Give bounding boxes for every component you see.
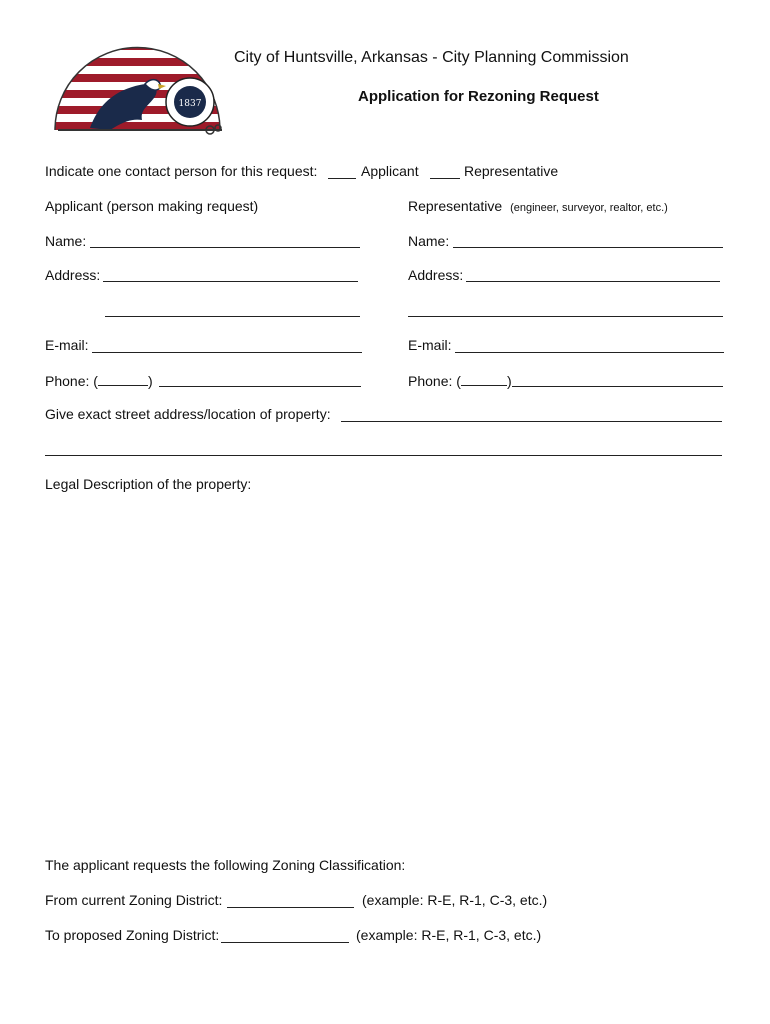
applicant-phone-close: ) — [147, 373, 153, 389]
zoning-from-label: From current Zoning District: — [45, 892, 223, 908]
legal-description-area[interactable] — [45, 500, 722, 840]
zoning-to-example: (example: R-E, R-1, C-3, etc.) — [356, 927, 542, 943]
property-address-field[interactable] — [341, 421, 722, 422]
property-address-field-2[interactable] — [45, 455, 722, 456]
property-address-label: Give exact street address/location of property: — [45, 406, 331, 422]
zoning-to-label: To proposed Zoning District: — [45, 927, 220, 943]
representative-check-blank[interactable] — [430, 178, 460, 179]
applicant-phone-label — [45, 371, 153, 389]
contact-option-applicant: Applicant — [361, 163, 419, 179]
zoning-from-field[interactable] — [227, 907, 354, 908]
applicant-email-label: E-mail: — [45, 337, 89, 353]
representative-heading-note: (engineer, surveyor, realtor, etc.) — [510, 202, 668, 214]
applicant-address-field[interactable] — [103, 281, 358, 282]
representative-phone-open: Phone: ( — [408, 373, 461, 389]
svg-text:1837: 1837 — [178, 99, 202, 109]
applicant-check-blank[interactable] — [328, 178, 356, 179]
representative-name-label: Name: — [408, 233, 450, 249]
zoning-intro: The applicant requests the following Zoning Classification: — [45, 857, 406, 873]
representative-email-label: E-mail: — [408, 337, 452, 353]
representative-address-label: Address: — [408, 267, 464, 283]
city-seal-logo — [50, 40, 225, 135]
representative-phone-close: ) — [506, 373, 512, 389]
representative-heading — [408, 198, 668, 214]
contact-option-representative: Representative — [464, 163, 559, 179]
representative-address-field[interactable] — [466, 281, 720, 282]
representative-email-field[interactable] — [455, 352, 724, 353]
applicant-address-field-2[interactable] — [105, 316, 360, 317]
representative-phone-label — [408, 371, 512, 389]
zoning-from-example: (example: R-E, R-1, C-3, etc.) — [362, 892, 548, 908]
applicant-address-label: Address: — [45, 267, 101, 283]
applicant-phone-field[interactable] — [159, 386, 361, 387]
representative-phone-field[interactable] — [512, 386, 723, 387]
applicant-phone-open: Phone: ( — [45, 373, 98, 389]
representative-phone-area-blank[interactable] — [461, 371, 507, 386]
legal-description-label: Legal Description of the property: — [45, 476, 252, 492]
page-title: City of Huntsville, Arkansas - City Planning Commission — [234, 49, 629, 66]
applicant-heading: Applicant (person making request) — [45, 198, 259, 214]
representative-address-field-2[interactable] — [408, 316, 723, 317]
contact-prompt: Indicate one contact person for this request: — [45, 163, 318, 179]
applicant-name-label: Name: — [45, 233, 87, 249]
applicant-phone-area-blank[interactable] — [98, 371, 148, 386]
applicant-email-field[interactable] — [92, 352, 362, 353]
zoning-to-field[interactable] — [221, 942, 349, 943]
representative-name-field[interactable] — [453, 247, 723, 248]
form-subtitle: Application for Rezoning Request — [358, 88, 599, 105]
representative-heading-label: Representative — [408, 198, 503, 214]
applicant-name-field[interactable] — [90, 247, 360, 248]
